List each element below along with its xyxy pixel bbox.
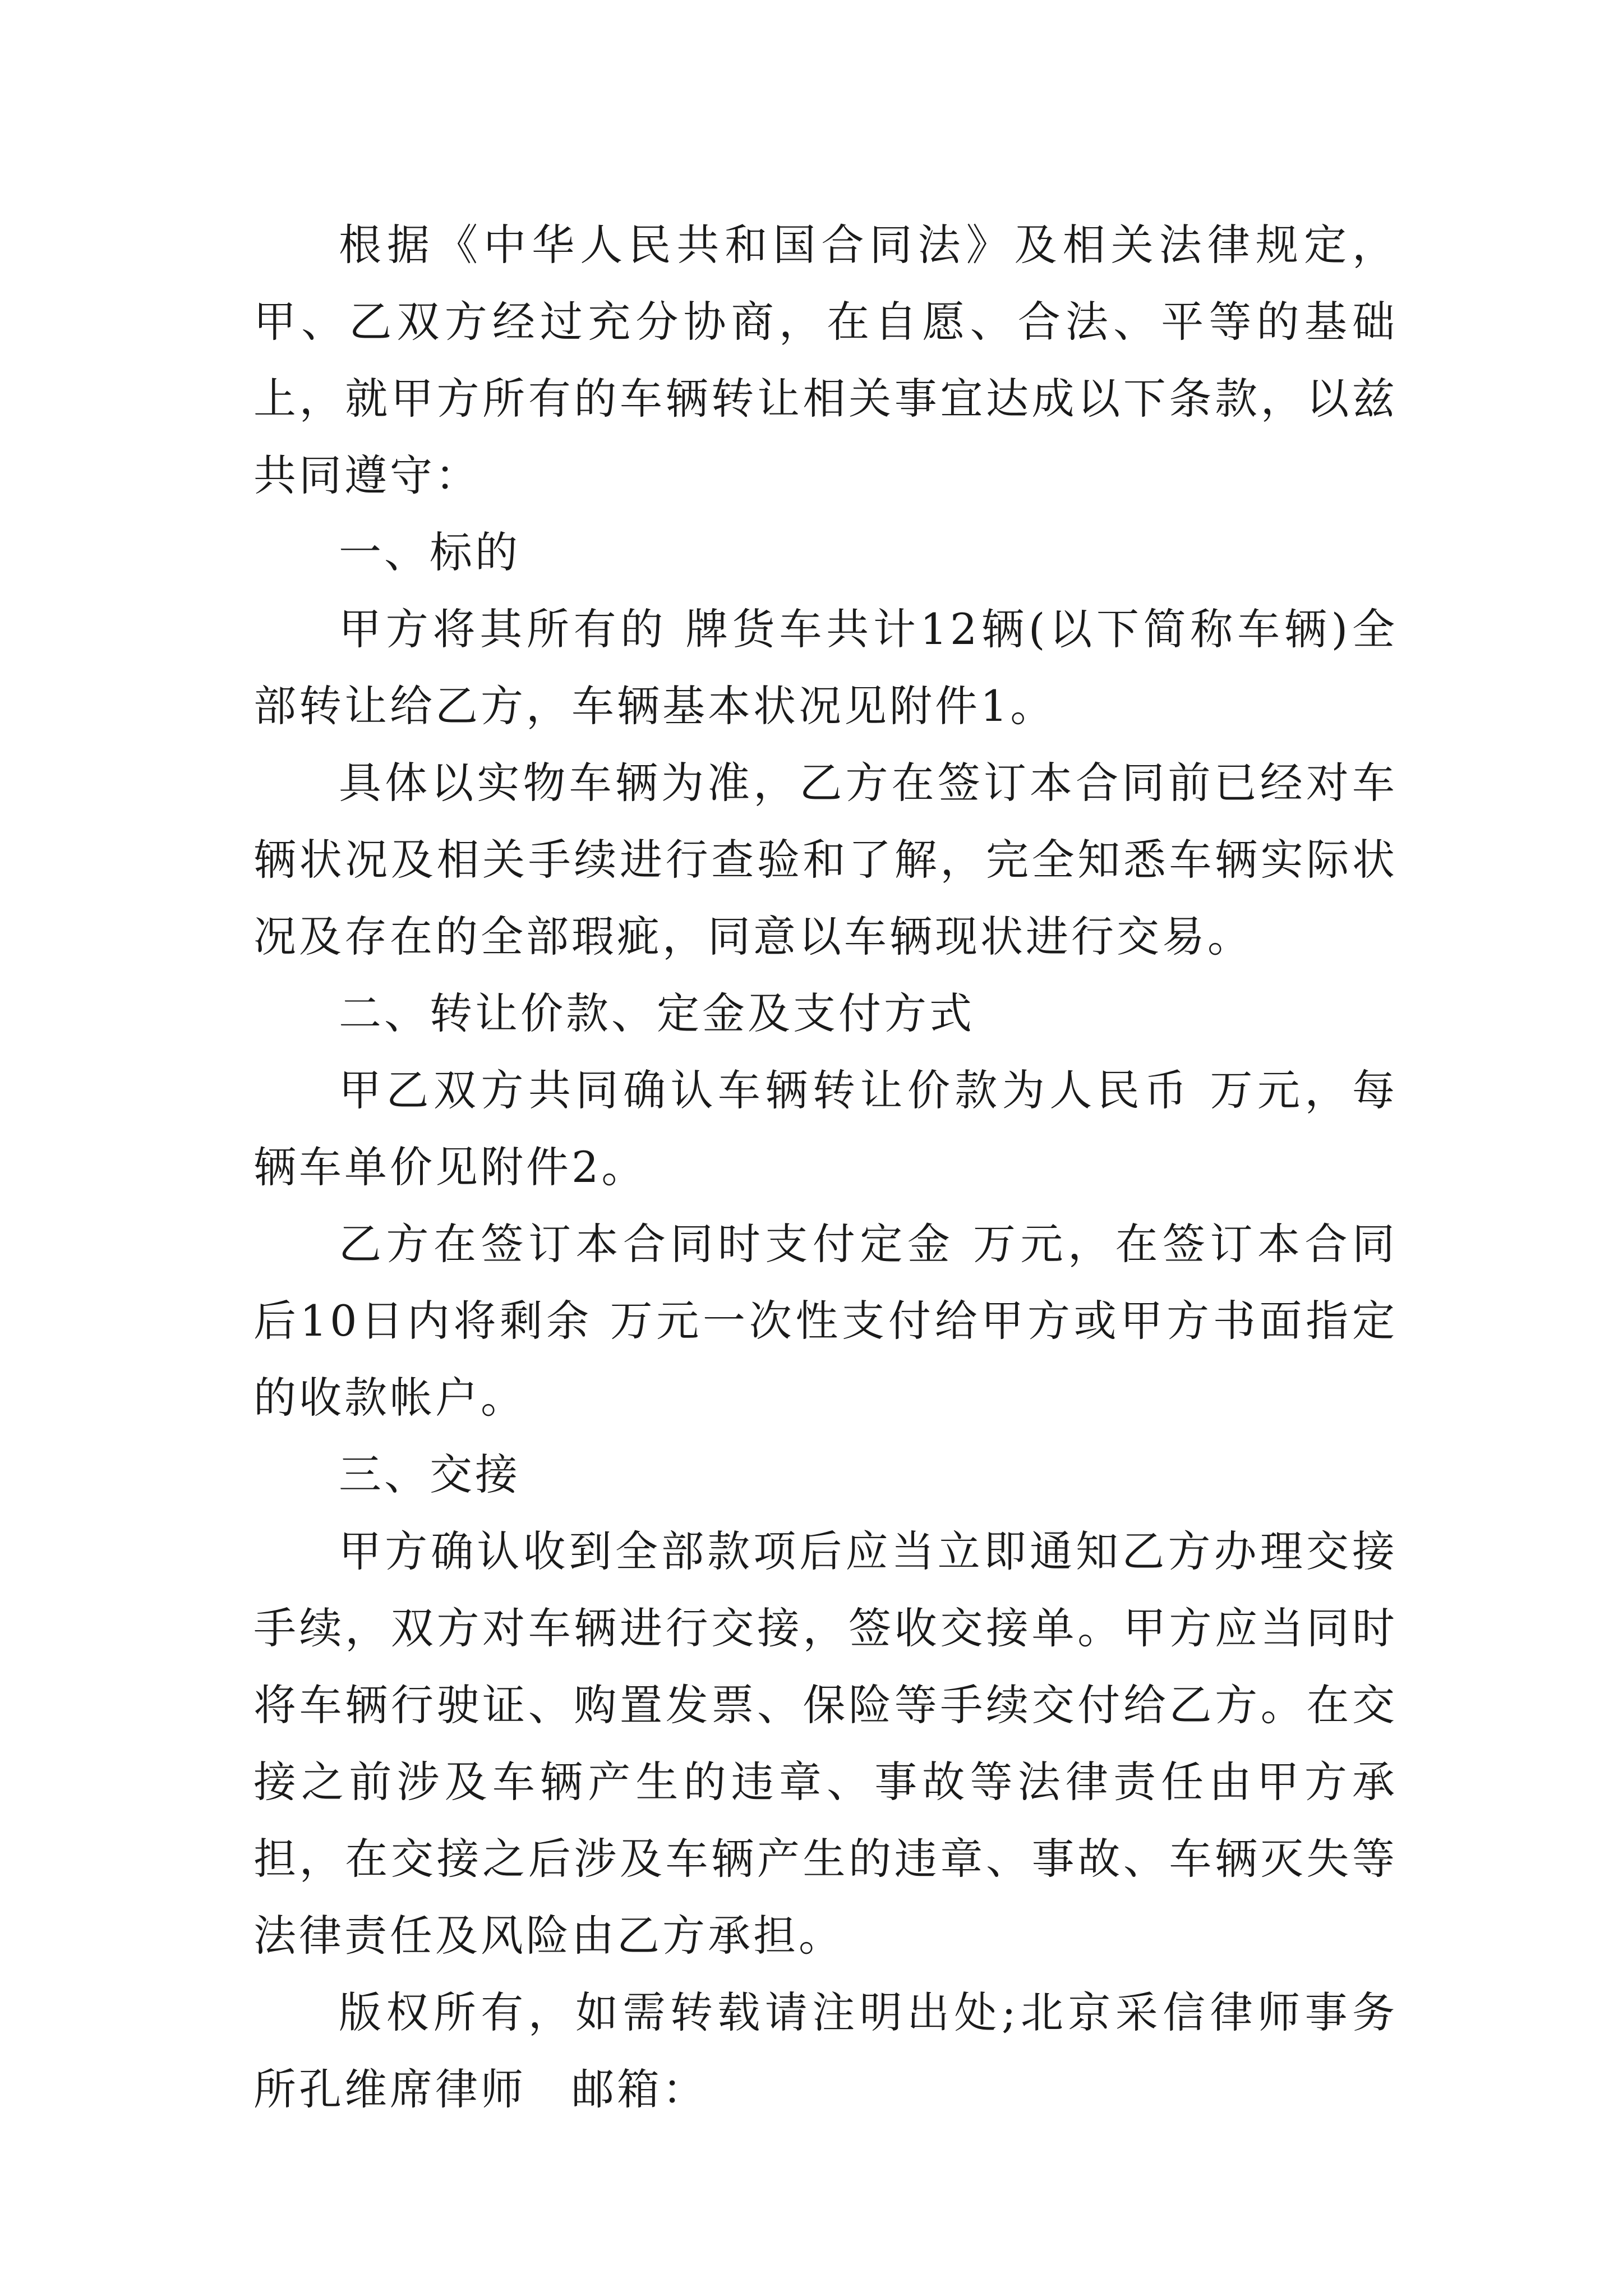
section-3-paragraph-1: 甲方确认收到全部款项后应当立即通知乙方办理交接手续，双方对车辆进行交接，签收交接单。甲方应当同时将车辆行驶证、购置发票、保险等手续交付给乙方。在交接之前涉及车辆产生的违章、事故等法律责任由甲方承担，在交接之后涉及车辆产生的违章、事故、车辆灭失等法律责任及风险由乙方承担。 bbox=[253, 1526, 1398, 1961]
section-2-paragraph-1: 甲乙双方共同确认车辆转让价款为人民币 万元，每辆车单价见附件2。 bbox=[253, 1065, 1398, 1192]
section-2-heading: 二、转让价款、定金及支付方式 bbox=[339, 988, 975, 1038]
section-1-heading: 一、标的 bbox=[339, 527, 520, 577]
section-3-heading: 三、交接 bbox=[339, 1450, 520, 1499]
copyright-notice: 版权所有，如需转载请注明出处;北京采信律师事务所孔维席律师 邮箱： bbox=[253, 1987, 1398, 2114]
section-1-paragraph-1: 甲方将其所有的 牌货车共计12辆(以下简称车辆)全部转让给乙方，车辆基本状况见附件1。 bbox=[253, 604, 1398, 731]
section-1-paragraph-2: 具体以实物车辆为准，乙方在签订本合同前已经对车辆状况及相关手续进行查验和了解，完全知悉车辆实际状况及存在的全部瑕疵，同意以车辆现状进行交易。 bbox=[253, 758, 1398, 961]
document-body bbox=[253, 206, 1398, 2128]
intro-paragraph: 根据《中华人民共和国合同法》及相关法律规定，甲、乙双方经过充分协商，在自愿、合法、平等的基础上，就甲方所有的车辆转让相关事宜达成以下条款，以兹共同遵守： bbox=[253, 220, 1398, 500]
section-2-paragraph-2: 乙方在签订本合同时支付定金 万元，在签订本合同后10日内将剩余 万元一次性支付给甲方或甲方书面指定的收款帐户。 bbox=[253, 1219, 1398, 1423]
